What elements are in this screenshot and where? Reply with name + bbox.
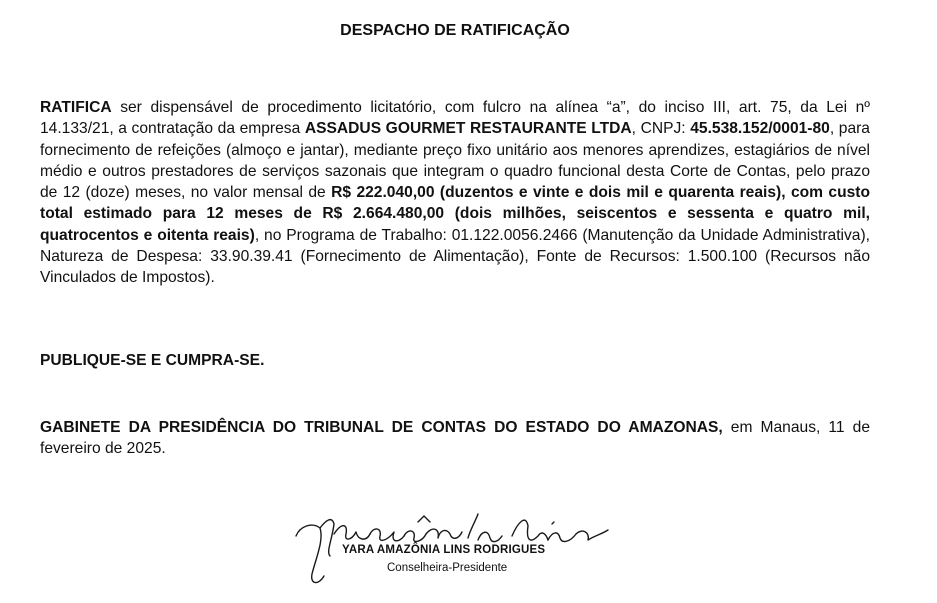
signer-name: YARA AMAZÔNIA LINS RODRIGUES [342, 544, 546, 556]
place-date: em Manaus, 11 de fevereiro de 2025. [40, 419, 870, 458]
contract-object-text: , para fornecimento de refeições (almoço e jantar), mediante preço fixo unitário aos menores aprendizes, estagiários de nível médio e outros prestadores de serviços sazonais que integram o quadro funcional desta Corte de Contas, pelo prazo de 12 (doze) meses, no valor mensal de [40, 120, 870, 202]
publish-statement: PUBLIQUE-SE E CUMPRA-SE. [40, 352, 265, 369]
ratification-paragraph [40, 97, 870, 289]
signer-role: Conselheira-Presidente [387, 562, 508, 574]
budget-details-text: , no Programa de Trabalho: 01.122.0056.2466 (Manutenção da Unidade Administrativa), Natureza de Despesa: 33.90.39.41 (Fornecimento de Alimentação), Fonte de Recursos: 1.500.100 (Recursos não Vinculados de Impostos). [40, 226, 871, 287]
document-title: DESPACHO DE RATIFICAÇÃO [340, 22, 570, 39]
ratifica-keyword: RATIFICA [40, 99, 112, 116]
signature-block [290, 500, 620, 600]
contract-values: R$ 222.040,00 (duzentos e vinte e dois mil e quarenta reais), com custo total estimado para 12 meses de R$ 2.664.480,00 (dois milhões, seiscentos e sessenta e quatro mil, quatrocentos e oitenta reais) [40, 184, 870, 244]
closing-paragraph [40, 417, 870, 460]
office-name: GABINETE DA PRESIDÊNCIA DO TRIBUNAL DE CONTAS DO ESTADO DO AMAZONAS, [40, 419, 723, 436]
cnpj-label: , CNPJ: [631, 120, 691, 138]
legal-basis-text: ser dispensável de procedimento licitatório, com fulcro na alínea “a”, do inciso III, art. 75, da Lei nº 14.133/21, a contratação da empresa [40, 99, 870, 138]
cnpj-number: 45.538.152/0001-80 [690, 120, 830, 138]
company-name: ASSADUS GOURMET RESTAURANTE LTDA [304, 120, 632, 138]
